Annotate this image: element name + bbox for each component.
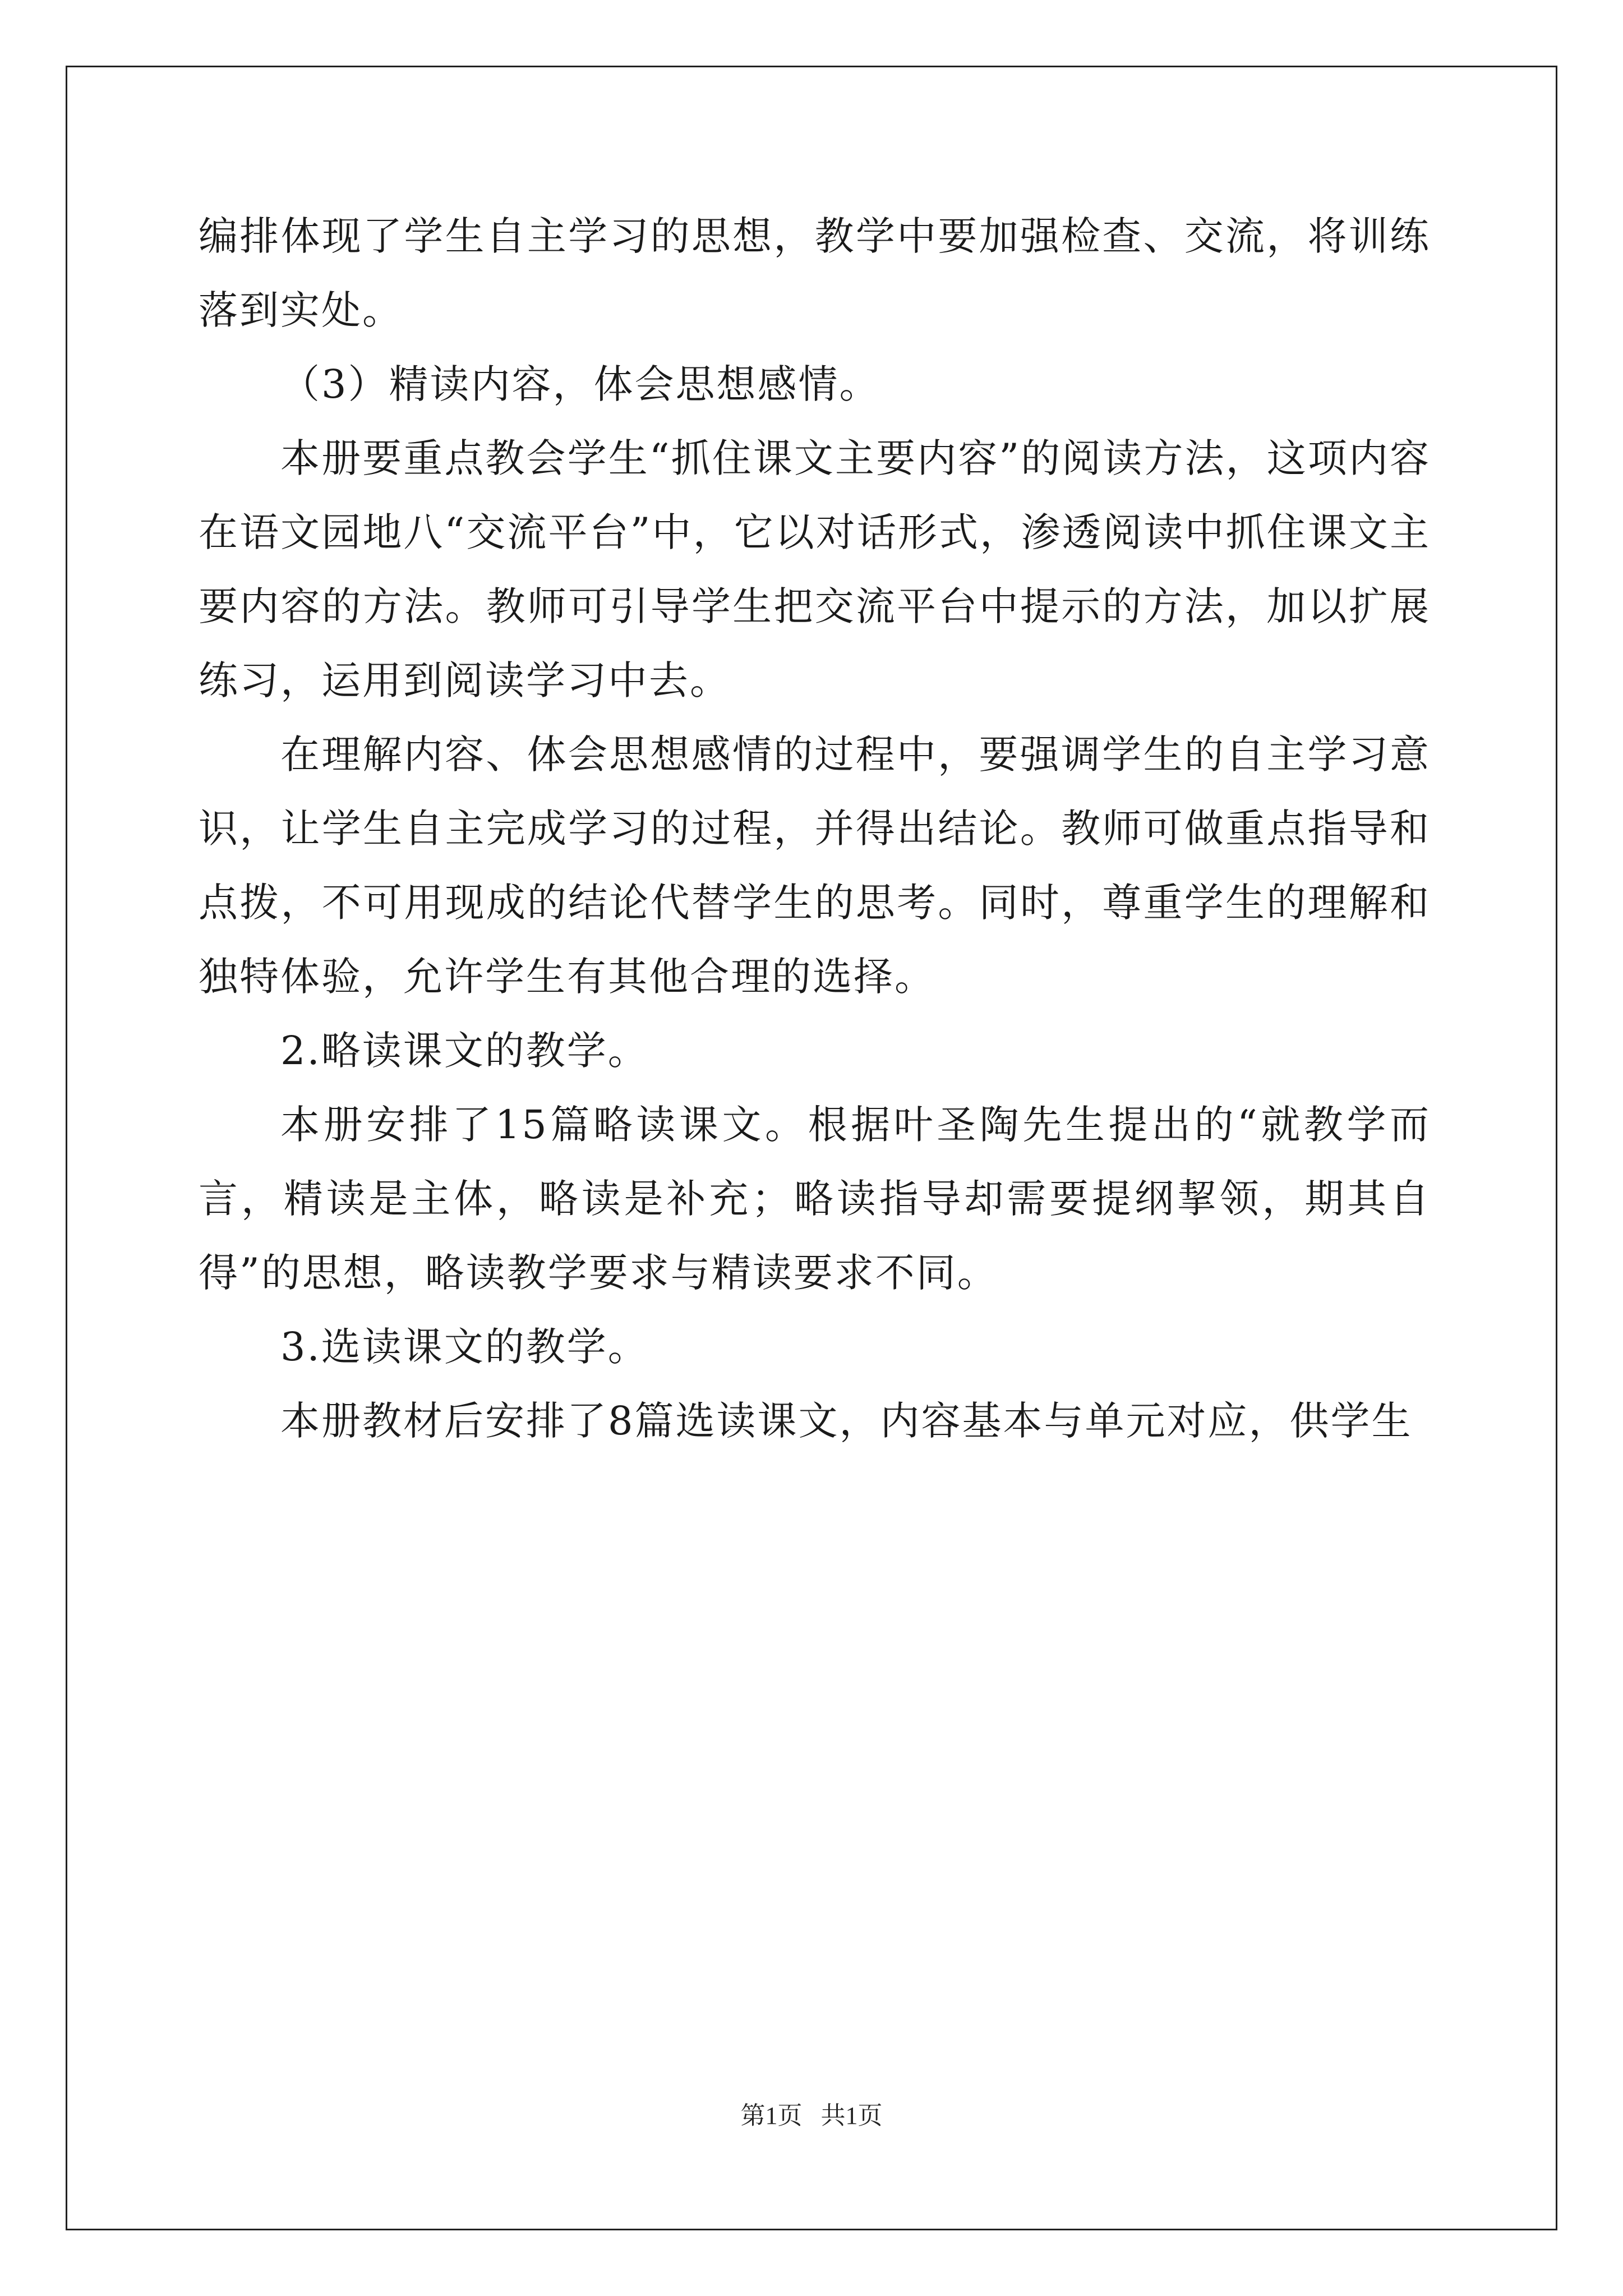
paragraph: 本册教材后安排了8篇选读课文，内容基本与单元对应，供学生 bbox=[280, 1398, 1413, 1444]
page-number-footer: 第1页 共1页 bbox=[740, 2102, 883, 2129]
paragraph-heading: 2.略读课文的教学。 bbox=[280, 1028, 649, 1074]
paragraph: 在理解内容、体会思想感情的过程中，要强调学生的自主学习意识，让学生自主完成学习的过程，并得出结论。教师可做重点指导和点拨，不可用现成的结论代替学生的思考。同时，尊重学生的理解和独特体验，允许学生有其他合理的选择。 bbox=[199, 731, 1431, 1000]
paragraph: 本册要重点教会学生“抓住课文主要内容”的阅读方法，这项内容在语文园地八“交流平台”中，它以对话形式，渗透阅读中抓住课文主要内容的方法。教师可引导学生把交流平台中提示的方法，加以扩展练习，运用到阅读学习中去。 bbox=[199, 435, 1431, 703]
paragraph: 本册安排了15篇略读课文。根据叶圣陶先生提出的“就教学而言，精读是主体，略读是补充；略读指导却需要提纲挈领，期其自得”的思想，略读教学要求与精读要求不同。 bbox=[199, 1102, 1431, 1296]
paragraph-heading: （3）精读内容，体会思想感情。 bbox=[280, 361, 880, 407]
paragraph-heading: 3.选读课文的教学。 bbox=[280, 1324, 649, 1370]
paragraph: 编排体现了学生自主学习的思想，教学中要加强检查、交流，将训练落到实处。 bbox=[199, 213, 1431, 333]
document-body bbox=[199, 199, 1431, 1458]
